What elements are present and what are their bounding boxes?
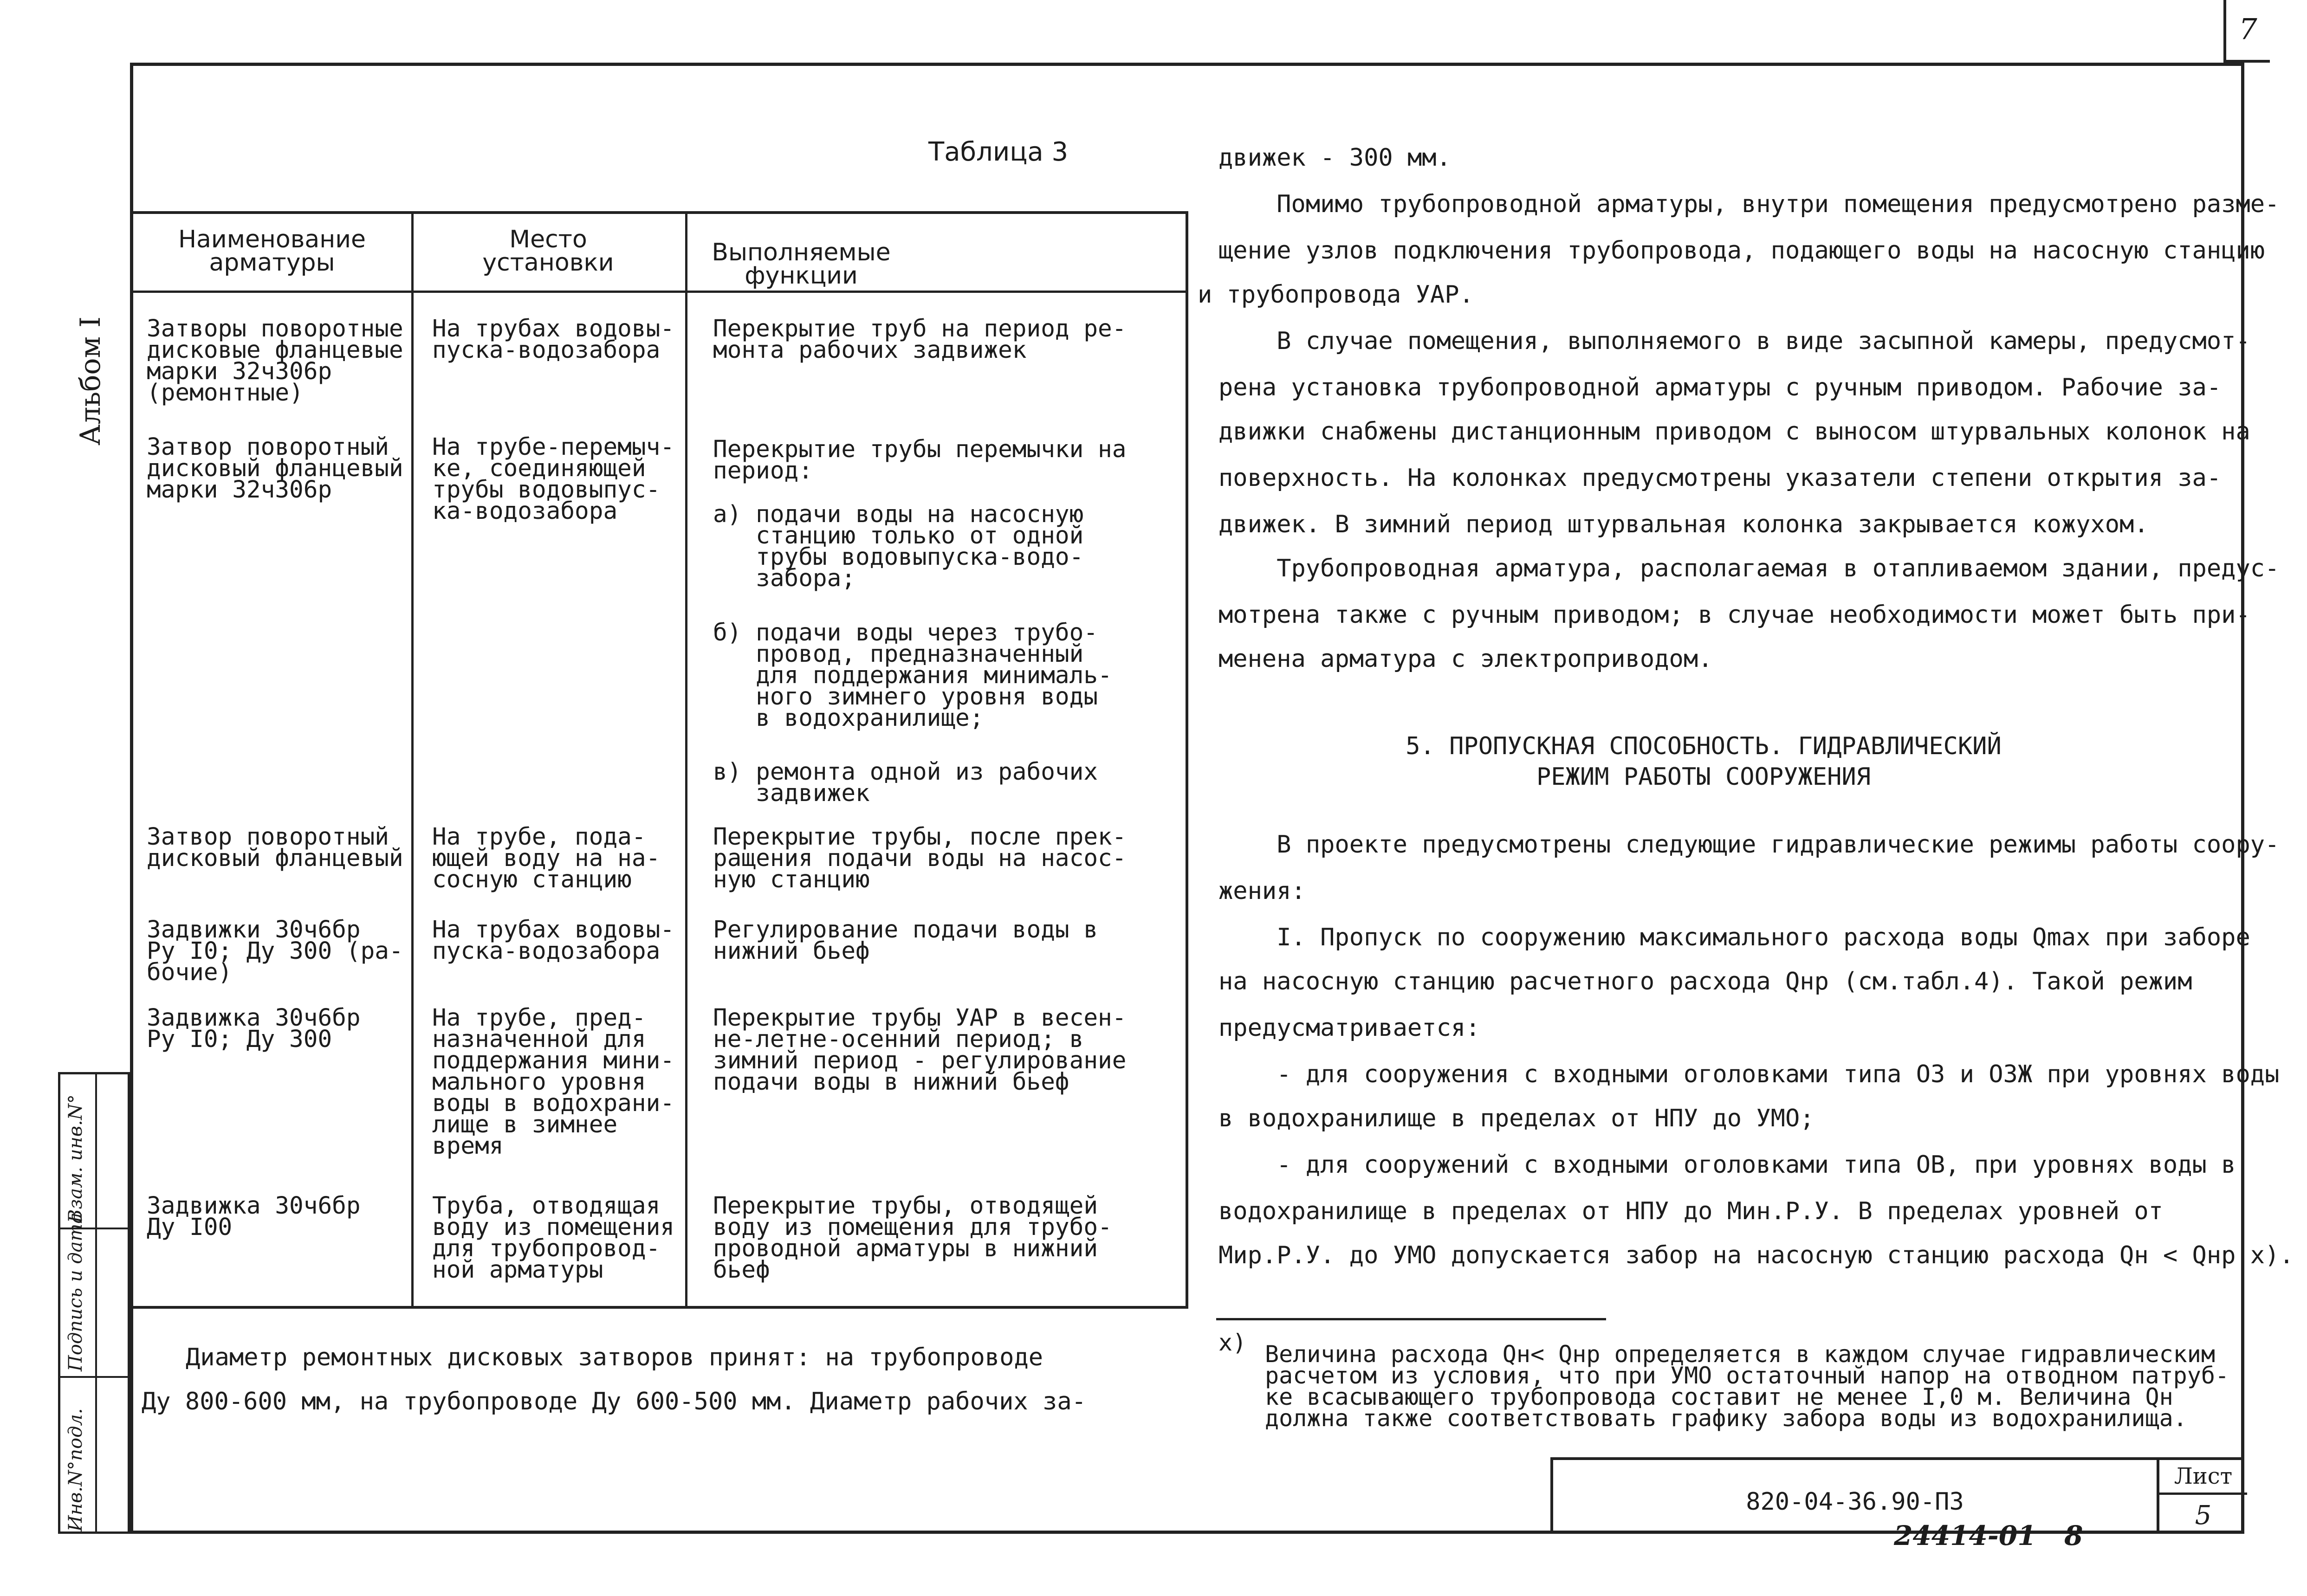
row1-place: На трубах водовы- пуска-водозабора [432,315,674,364]
right-bottom-line-10: Мир.Р.У. до УМО допускается забор на насосную станцию расхода Qн < Qнр x). [1218,1241,2294,1269]
right-line-2: Помимо трубопроводной арматуры, внутри помещения предусмотрено разме- [1218,190,2280,218]
row4-name: Задвижки 30ч6бр Ру I0; Ду 300 (ра- бочие) [147,916,403,986]
row2-func-b: б) подачи воды через трубо- провод, предназначенный для поддержания минималь- ного зимнего уровня воды в водохранилище; [713,619,1112,732]
row5-func: Перекрытие трубы УАР в весен- не-летне-осенний период; в зимний период - регулирование подачи воды в нижний бьеф [713,1004,1127,1096]
row2-place: На трубе-перемыч- ке, соединяющей трубы водовыпус- ка-водозабора [432,433,674,525]
row4-func: Регулирование подачи воды в нижний бьеф [713,916,1098,965]
row6-name: Задвижка 30ч6бр Ду I00 [147,1192,361,1241]
footnote-separator [1216,1318,1606,1320]
row2-func-c: в) ремонта одной из рабочих задвижек [713,758,1098,807]
left-paragraph-line-2: Ду 800-600 мм, на трубопроводе Ду 600-500 мм. Диаметр рабочих за- [142,1388,1086,1415]
right-bottom-line-9: водохранилище в пределах от НПУ до Мин.Р.У. В пределах уровней от [1218,1197,2163,1225]
header-name: Наименование арматуры [178,226,366,277]
right-bottom-line-4: на насосную станцию расчетного расхода Qнр (см.табл.4). Такой режим [1218,968,2192,995]
header-place: Место установки [482,226,614,277]
row3-func: Перекрытие трубы, после прек- ращения подачи воды на насос- ную станцию [713,823,1127,893]
sheet-cell [2157,1460,2247,1534]
right-line-11: мотрена также с ручным приводом; в случае необходимости может быть при- [1218,601,2250,629]
right-line-1: движек - 300 мм. [1218,144,1451,172]
handwritten-number: 24414-01 8 [1894,1520,2083,1551]
row5-place: На трубе, пред- назначенной для поддержания мини- мального уровня воды в водохрани- лище в зимнее время [432,1004,674,1160]
row2-name: Затвор поворотный дисковый фланцевый марки 32ч306р [147,433,403,504]
left-paragraph-line-1: Диаметр ремонтных дисковых затворов принят: на трубопроводе [186,1344,1043,1371]
row1-name: Затворы поворотные дисковые фланцевые марки 32ч306р (ремонтные) [147,315,403,407]
row6-place: Труба, отводящая воду из помещения для трубопровод- ной арматуры [432,1192,674,1284]
sheet-number: 5 [2195,1500,2212,1531]
row4-place: На трубах водовы- пуска-водозабора [432,916,674,965]
row6-func: Перекрытие трубы, отводящей воду из помещения для трубо- проводной арматуры в нижний бьеф [713,1192,1112,1284]
row2-func: Перекрытие трубы перемычки на период: [713,436,1127,485]
right-line-7: движки снабжены дистанционным приводом с выносом штурвальных колонок на [1218,418,2250,446]
side-stamp [58,1072,130,1534]
footnote-mark: x) [1218,1329,1247,1356]
right-line-12: менена арматура с электроприводом. [1218,645,1713,673]
album-label: Альбом I [74,317,107,446]
stamp-replace-inv: Взам. инв.N° [65,1094,86,1223]
top-page-number: 7 [2223,0,2270,63]
document-code: 820-04-36.90-ПЗ [1746,1488,1964,1516]
stamp-inv-no: Инв.N°подл. [65,1408,86,1531]
right-bottom-line-8: - для сооружений с входными оголовками типа ОВ, при уровнях воды в [1218,1151,2236,1179]
armature-table [130,211,1188,1309]
right-bottom-line-1: В проекте предусмотрены следующие гидравлические режимы работы соору- [1218,831,2280,859]
table-caption: Таблица 3 [928,137,1069,167]
right-bottom-line-2: жения: [1218,877,1306,905]
right-line-6: рена установка трубопроводной арматуры с ручным приводом. Рабочие за- [1218,374,2222,401]
right-bottom-line-5: предусматривается: [1218,1014,1480,1042]
row3-place: На трубе, пода- ющей воду на на- сосную станцию [432,823,661,893]
right-line-3: щение узлов подключения трубопровода, подающего воды на насосную станцию [1218,237,2265,265]
right-line-10: Трубопроводная арматура, располагаемая в отапливаемом здании, предус- [1218,555,2280,582]
stamp-sign-date: Подпись и дата [65,1212,86,1371]
row5-name: Задвижка 30ч6бр Ру I0; Ду 300 [147,1004,361,1053]
right-bottom-line-7: в водохранилище в пределах от НПУ до УМО; [1218,1105,1814,1132]
sheet-label: Лист [2159,1460,2247,1495]
right-bottom-line-3: I. Пропуск по сооружению максимального расхода воды Qmax при заборе [1218,924,2250,951]
header-functions: Выполняемые функции [712,239,891,290]
row3-name: Затвор поворотный дисковый фланцевый [147,823,403,872]
right-line-4: и трубопровода УАР. [1198,281,1474,309]
row2-func-a: а) подачи воды на насосную станцию только от одной трубы водовыпуска-водо- забора; [713,501,1084,592]
right-line-9: движек. В зимний период штурвальная колонка закрывается кожухом. [1218,510,2149,538]
right-bottom-line-6: - для сооружения с входными оголовками типа ОЗ и ОЗЖ при уровнях воды [1218,1060,2280,1088]
section-heading: 5. ПРОПУСКНАЯ СПОСОБНОСТЬ. ГИДРАВЛИЧЕСКИЙ РЕЖИМ РАБОТЫ СООРУЖЕНИЯ [1406,732,2002,791]
right-line-8: поверхность. На колонках предусмотрены указатели степени открытия за- [1218,464,2222,492]
right-line-5: В случае помещения, выполняемого в виде засыпной камеры, предусмот- [1218,327,2250,355]
row1-func: Перекрытие труб на период ре- монта рабочих задвижек [713,315,1127,364]
footnote-text: Величина расхода Qн< Qнр определяется в каждом случае гидравлическим расчетом из условия, что при УМО остаточный напор на отводном патруб- ке всасывающего трубопровода составит не менее I,0 м. Величина Qн должна также соответствовать графику забора воды из водохранилища. [1265,1341,2229,1432]
